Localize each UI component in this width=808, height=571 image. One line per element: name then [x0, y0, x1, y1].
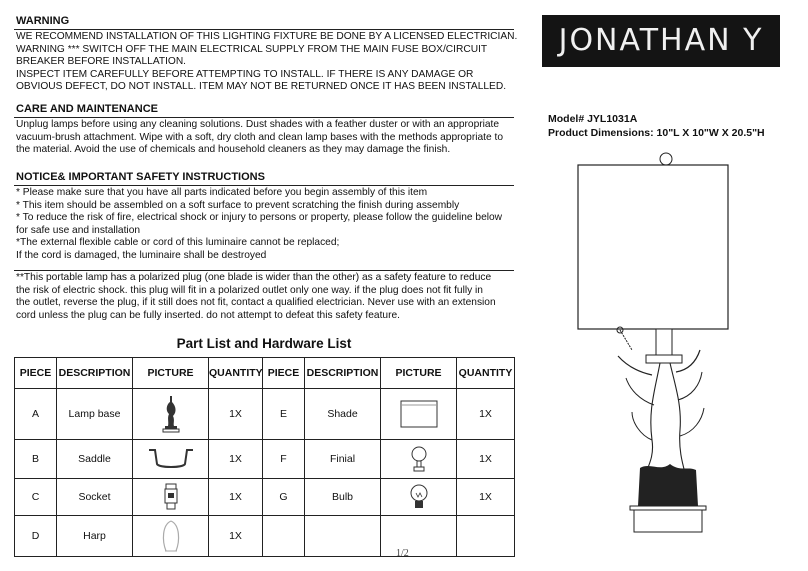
notice-rule [14, 185, 514, 186]
warning-text: WE RECOMMEND INSTALLATION OF THIS LIGHTING FIXTURE BE DONE BY A LICENSED ELECTRICIAN. WARNING *** SWITCH OFF THE MAIN ELECTRICAL SUPPLY FROM THE MAIN FUSE BOX/CIRCUIT BREAKER BEFORE INSTALLATION. INSPECT ITEM CAREFULLY BEFORE ATTEMPTING TO INSTALL. IF THERE IS ANY DAMAGE OR OBVIOUS DEFECT, DO NOT INSTALL. ITEM MAY NOT BE RETURNED ONCE IT HAS BEEN INSTALLED. [16, 31, 518, 93]
socket-icon [161, 482, 181, 512]
finial-icon [409, 443, 429, 475]
description-cell: Bulb [305, 479, 381, 516]
picture-cell [133, 389, 209, 440]
care-text: Unplug lamps before using any cleaning solutions. Dust shades with a feather duster or with an appropriate vacuum-brush attachment. Wipe with a soft, dry cloth and clean lamp bases with the methods appropriate to the material. Avoid the use of chemicals and household cleaners as they may damage the finish. [16, 119, 503, 156]
header-quantity-right: QUANTITY [457, 358, 515, 389]
plug-text: **This portable lamp has a polarized plug (one blade is wider than the other) as a safety feature to reduce the risk of electric shock. this plug will fit in a polarized outlet only one way. if the plug does not fit fully in the outlet, reverse the plug, if it still does not fit, contact a qualified electrician. Never use with an extension cord unless the plug can be fully inserted. do not attempt to defeat this safety feature. [16, 272, 496, 321]
saddle-icon [145, 444, 197, 474]
piece-cell: D [15, 516, 57, 557]
piece-cell: B [15, 440, 57, 479]
table-title: Part List and Hardware List [176, 336, 352, 351]
piece-cell: C [15, 479, 57, 516]
quantity-cell: 1X [457, 389, 515, 440]
quantity-cell: 1X [457, 479, 515, 516]
picture-cell [381, 440, 457, 479]
description-cell: Shade [305, 389, 381, 440]
header-piece-left: PIECE [15, 358, 57, 389]
piece-cell: G [263, 479, 305, 516]
table-row [15, 440, 515, 479]
picture-cell [381, 479, 457, 516]
quantity-cell: 1X [209, 440, 263, 479]
picture-cell [381, 516, 457, 557]
notice-text: * Please make sure that you have all parts indicated before you begin assembly of this item * This item should be assembled on a soft surface to prevent scratching the finish during assembly * To reduce the risk of fire, electrical shock or injury to persons or property, please follow the guideline below for safe use and installation *The external flexible cable or cord of this luminaire cannot be replaced; If the cord is damaged, the luminaire shall be destroyed [16, 187, 503, 261]
product-dimensions: Product Dimensions: 10"L X 10"W X 20.5"H [548, 127, 765, 139]
picture-cell [133, 440, 209, 479]
piece-cell: F [263, 440, 305, 479]
description-cell: Lamp base [57, 389, 133, 440]
header-picture-right: PICTURE [381, 358, 457, 389]
bulb-icon [408, 482, 430, 512]
header-description-left: DESCRIPTION [57, 358, 133, 389]
header-picture-left: PICTURE [133, 358, 209, 389]
table-row [15, 516, 515, 557]
header-description-right: DESCRIPTION [305, 358, 381, 389]
quantity-cell: 1X [209, 516, 263, 557]
piece-cell [263, 516, 305, 557]
table-row [15, 479, 515, 516]
lamp-illustration [560, 150, 740, 540]
care-title: CARE AND MAINTENANCE [16, 103, 158, 115]
description-cell: Finial [305, 440, 381, 479]
warning-rule [14, 29, 514, 30]
quantity-cell [457, 516, 515, 557]
description-cell: Saddle [57, 440, 133, 479]
header-piece-right: PIECE [263, 358, 305, 389]
piece-cell: E [263, 389, 305, 440]
picture-cell [133, 516, 209, 557]
care-rule [14, 117, 514, 118]
warning-title: WARNING [16, 15, 70, 27]
shade-icon [399, 399, 439, 429]
parts-table [14, 357, 515, 557]
quantity-cell: 1X [457, 440, 515, 479]
description-cell: Socket [57, 479, 133, 516]
description-cell [305, 516, 381, 557]
quantity-cell: 1X [209, 479, 263, 516]
lamp-base-icon [159, 394, 183, 434]
table-row [15, 389, 515, 440]
piece-cell: A [15, 389, 57, 440]
plug-rule [14, 270, 514, 271]
description-cell: Harp [57, 516, 133, 557]
table-header-row [15, 358, 515, 389]
notice-title: NOTICE& IMPORTANT SAFETY INSTRUCTIONS [16, 171, 265, 183]
brand-logo: JONATHAN Y [542, 15, 780, 67]
page-number: 1/2 [396, 548, 409, 559]
picture-cell [381, 389, 457, 440]
header-quantity-left: QUANTITY [209, 358, 263, 389]
model-number: Model# JYL1031A [548, 113, 638, 125]
picture-cell [133, 479, 209, 516]
harp-icon [158, 519, 184, 553]
quantity-cell: 1X [209, 389, 263, 440]
